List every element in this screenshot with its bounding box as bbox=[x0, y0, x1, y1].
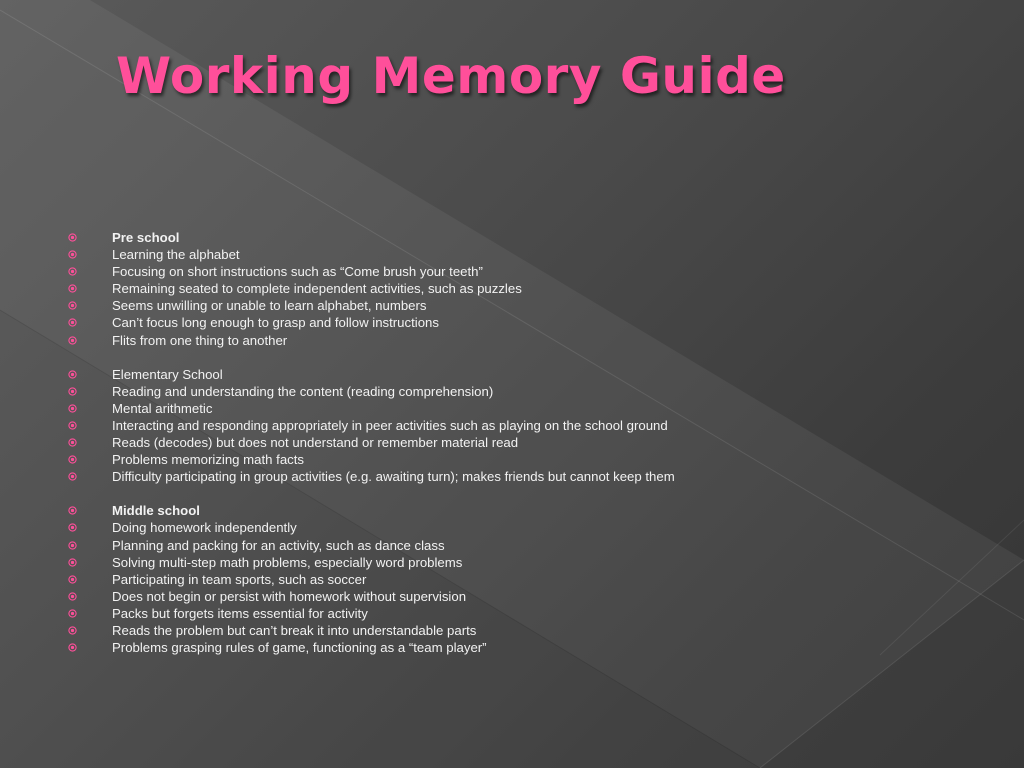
target-bullet-icon bbox=[68, 575, 77, 584]
list-item-text: Can’t focus long enough to grasp and follow instructions bbox=[112, 315, 439, 331]
bullet-section bbox=[68, 229, 998, 349]
bullet-section bbox=[68, 366, 998, 486]
list-item bbox=[68, 383, 998, 400]
list-item bbox=[68, 554, 998, 571]
list-item bbox=[68, 297, 998, 314]
target-bullet-icon bbox=[68, 558, 77, 567]
list-item-text: Participating in team sports, such as soccer bbox=[112, 571, 367, 587]
list-item-text: Solving multi-step math problems, especially word problems bbox=[112, 554, 463, 570]
list-item bbox=[68, 571, 998, 588]
list-item-text: Mental arithmetic bbox=[112, 400, 213, 416]
slide-title: Working Memory Guide bbox=[116, 47, 786, 105]
target-bullet-icon bbox=[68, 250, 77, 259]
target-bullet-icon bbox=[68, 301, 77, 310]
list-item-text: Interacting and responding appropriately in peer activities such as playing on the school ground bbox=[112, 417, 668, 433]
list-item bbox=[68, 332, 998, 349]
list-item bbox=[68, 246, 998, 263]
list-item bbox=[68, 417, 998, 434]
list-item-text: Does not begin or persist with homework without supervision bbox=[112, 588, 467, 604]
target-bullet-icon bbox=[68, 455, 77, 464]
list-item-text: Learning the alphabet bbox=[112, 247, 240, 263]
target-bullet-icon bbox=[68, 387, 77, 396]
list-item bbox=[68, 400, 998, 417]
target-bullet-icon bbox=[68, 370, 77, 379]
target-bullet-icon bbox=[68, 404, 77, 413]
target-bullet-icon bbox=[68, 506, 77, 515]
list-item-text: Planning and packing for an activity, such as dance class bbox=[112, 537, 445, 553]
list-item bbox=[68, 519, 998, 536]
target-bullet-icon bbox=[68, 541, 77, 550]
list-item-text: Elementary School bbox=[112, 366, 223, 382]
list-item-text: Doing homework independently bbox=[112, 520, 297, 536]
list-item-text: Seems unwilling or unable to learn alphabet, numbers bbox=[112, 298, 427, 314]
list-item bbox=[68, 622, 998, 639]
target-bullet-icon bbox=[68, 592, 77, 601]
list-item bbox=[68, 537, 998, 554]
target-bullet-icon bbox=[68, 523, 77, 532]
bullet-section bbox=[68, 502, 998, 656]
list-item bbox=[68, 366, 998, 383]
list-item-text: Remaining seated to complete independent activities, such as puzzles bbox=[112, 281, 522, 297]
list-item-text: Reading and understanding the content (reading comprehension) bbox=[112, 383, 494, 399]
list-item bbox=[68, 605, 998, 622]
list-item-text: Difficulty participating in group activities (e.g. awaiting turn); makes friends but cannot keep them bbox=[112, 469, 675, 485]
list-item bbox=[68, 468, 998, 485]
target-bullet-icon bbox=[68, 233, 77, 242]
list-item bbox=[68, 314, 998, 331]
list-item bbox=[68, 434, 998, 451]
list-item bbox=[68, 451, 998, 468]
list-item-text: Focusing on short instructions such as “Come brush your teeth” bbox=[112, 264, 483, 280]
list-item-text: Reads (decodes) but does not understand or remember material read bbox=[112, 435, 519, 451]
target-bullet-icon bbox=[68, 626, 77, 635]
target-bullet-icon bbox=[68, 284, 77, 293]
list-item bbox=[68, 229, 998, 246]
target-bullet-icon bbox=[68, 267, 77, 276]
list-item bbox=[68, 263, 998, 280]
target-bullet-icon bbox=[68, 609, 77, 618]
target-bullet-icon bbox=[68, 421, 77, 430]
list-item bbox=[68, 502, 998, 519]
bullet-list-content bbox=[68, 229, 998, 673]
list-item bbox=[68, 639, 998, 656]
list-item-text: Reads the problem but can’t break it into understandable parts bbox=[112, 622, 477, 638]
list-item bbox=[68, 588, 998, 605]
list-item-text: Problems memorizing math facts bbox=[112, 452, 305, 468]
list-item-text: Flits from one thing to another bbox=[112, 332, 288, 348]
list-item-text: Packs but forgets items essential for activity bbox=[112, 605, 368, 621]
target-bullet-icon bbox=[68, 318, 77, 327]
list-item-text: Middle school bbox=[112, 503, 200, 519]
target-bullet-icon bbox=[68, 472, 77, 481]
target-bullet-icon bbox=[68, 438, 77, 447]
list-item-text: Problems grasping rules of game, functioning as a “team player” bbox=[112, 640, 487, 656]
list-item-text: Pre school bbox=[112, 230, 180, 245]
list-item bbox=[68, 280, 998, 297]
target-bullet-icon bbox=[68, 336, 77, 345]
target-bullet-icon bbox=[68, 643, 77, 652]
